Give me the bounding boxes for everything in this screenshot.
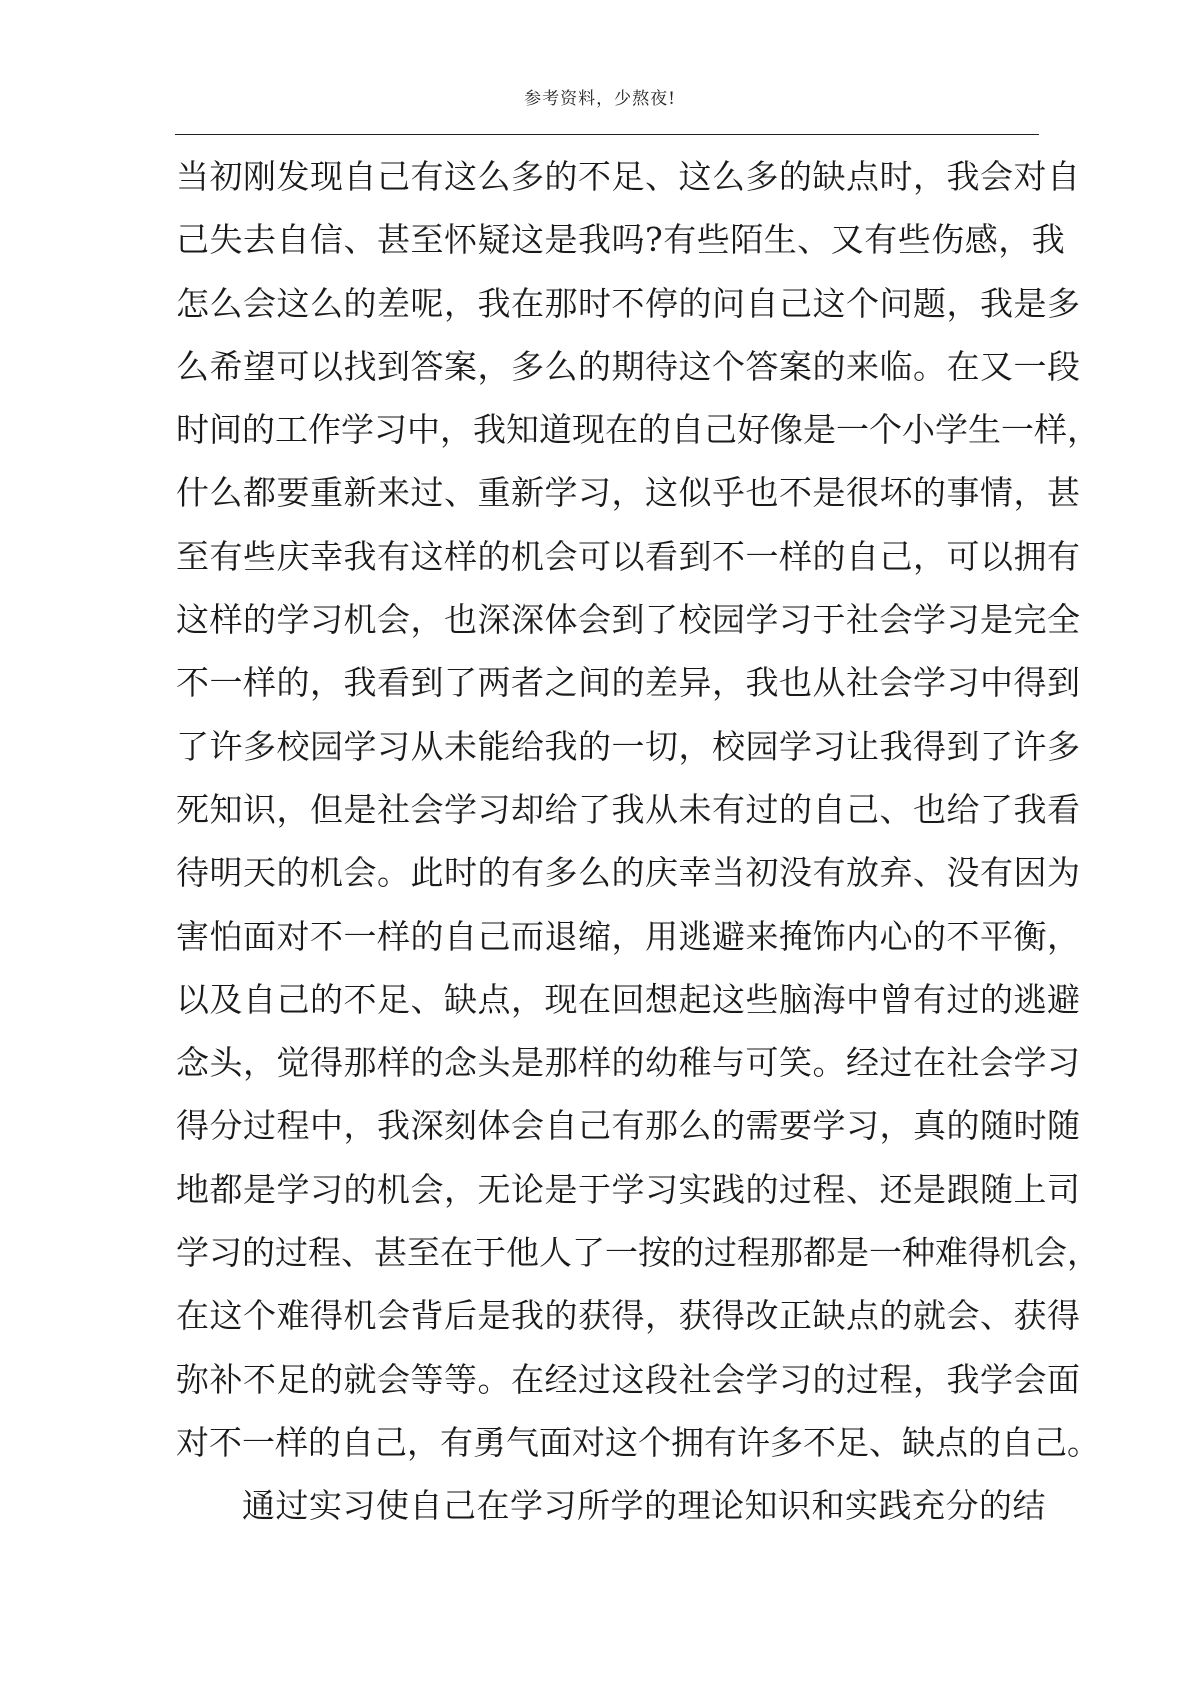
text-line: 这样的学习机会，也深深体会到了校园学习于社会学习是完全 [176,600,1081,640]
text-line: 了许多校园学习从未能给我的一切，校园学习让我得到了许多 [176,726,1081,766]
page-header: 参考资料，少熬夜! [524,89,676,109]
text-line: 以及自己的不足、缺点，现在回想起这些脑海中曾有过的逃避 [176,979,1081,1019]
text-line: 学习的过程、甚至在于他人了一按的过程那都是一种难得机会， [176,1233,1100,1273]
text-line: 怎么会这么的差呢，我在那时不停的问自己这个问题，我是多 [176,283,1081,323]
text-line: 当初刚发现自己有这么多的不足、这么多的缺点时，我会对自 [176,157,1081,196]
text-line: 在这个难得机会背后是我的获得，获得改正缺点的就会、获得 [176,1296,1081,1336]
document-body [176,145,1100,1538]
text-line: 不一样的，我看到了两者之间的差异，我也从社会学习中得到 [176,663,1081,703]
text-line: 什么都要重新来过、重新学习，这似乎也不是很坏的事情，甚 [176,473,1081,513]
text-line: 己失去自信、甚至怀疑这是我吗?有些陌生、又有些伤感，我 [176,220,1066,260]
text-line: 通过实习使自己在学习所学的理论知识和实践充分的结 [242,1486,1046,1526]
text-line: 对不一样的自己，有勇气面对这个拥有许多不足、缺点的自己。 [176,1422,1100,1462]
text-line: 念头，觉得那样的念头是那样的幼稚与可笑。经过在社会学习 [176,1043,1081,1083]
text-line: 害怕面对不一样的自己而退缩，用逃避来掩饰内心的不平衡， [176,916,1081,956]
text-line: 时间的工作学习中，我知道现在的自己好像是一个小学生一样， [176,410,1100,450]
text-line: 弥补不足的就会等等。在经过这段社会学习的过程，我学会面 [176,1359,1081,1399]
text-line: 么希望可以找到答案，多么的期待这个答案的来临。在又一段 [176,346,1081,386]
text-line: 死知识，但是社会学习却给了我从未有过的自己、也给了我看 [176,789,1081,829]
text-line: 待明天的机会。此时的有多么的庆幸当初没有放弃、没有因为 [176,853,1081,893]
text-line: 地都是学习的机会，无论是于学习实践的过程、还是跟随上司 [176,1169,1081,1209]
paragraph [176,145,1100,1474]
header-divider [175,134,1039,135]
text-line: 至有些庆幸我有这样的机会可以看到不一样的自己，可以拥有 [176,536,1081,576]
paragraph [176,1474,1056,1537]
text-line: 得分过程中，我深刻体会自己有那么的需要学习，真的随时随 [176,1106,1081,1146]
